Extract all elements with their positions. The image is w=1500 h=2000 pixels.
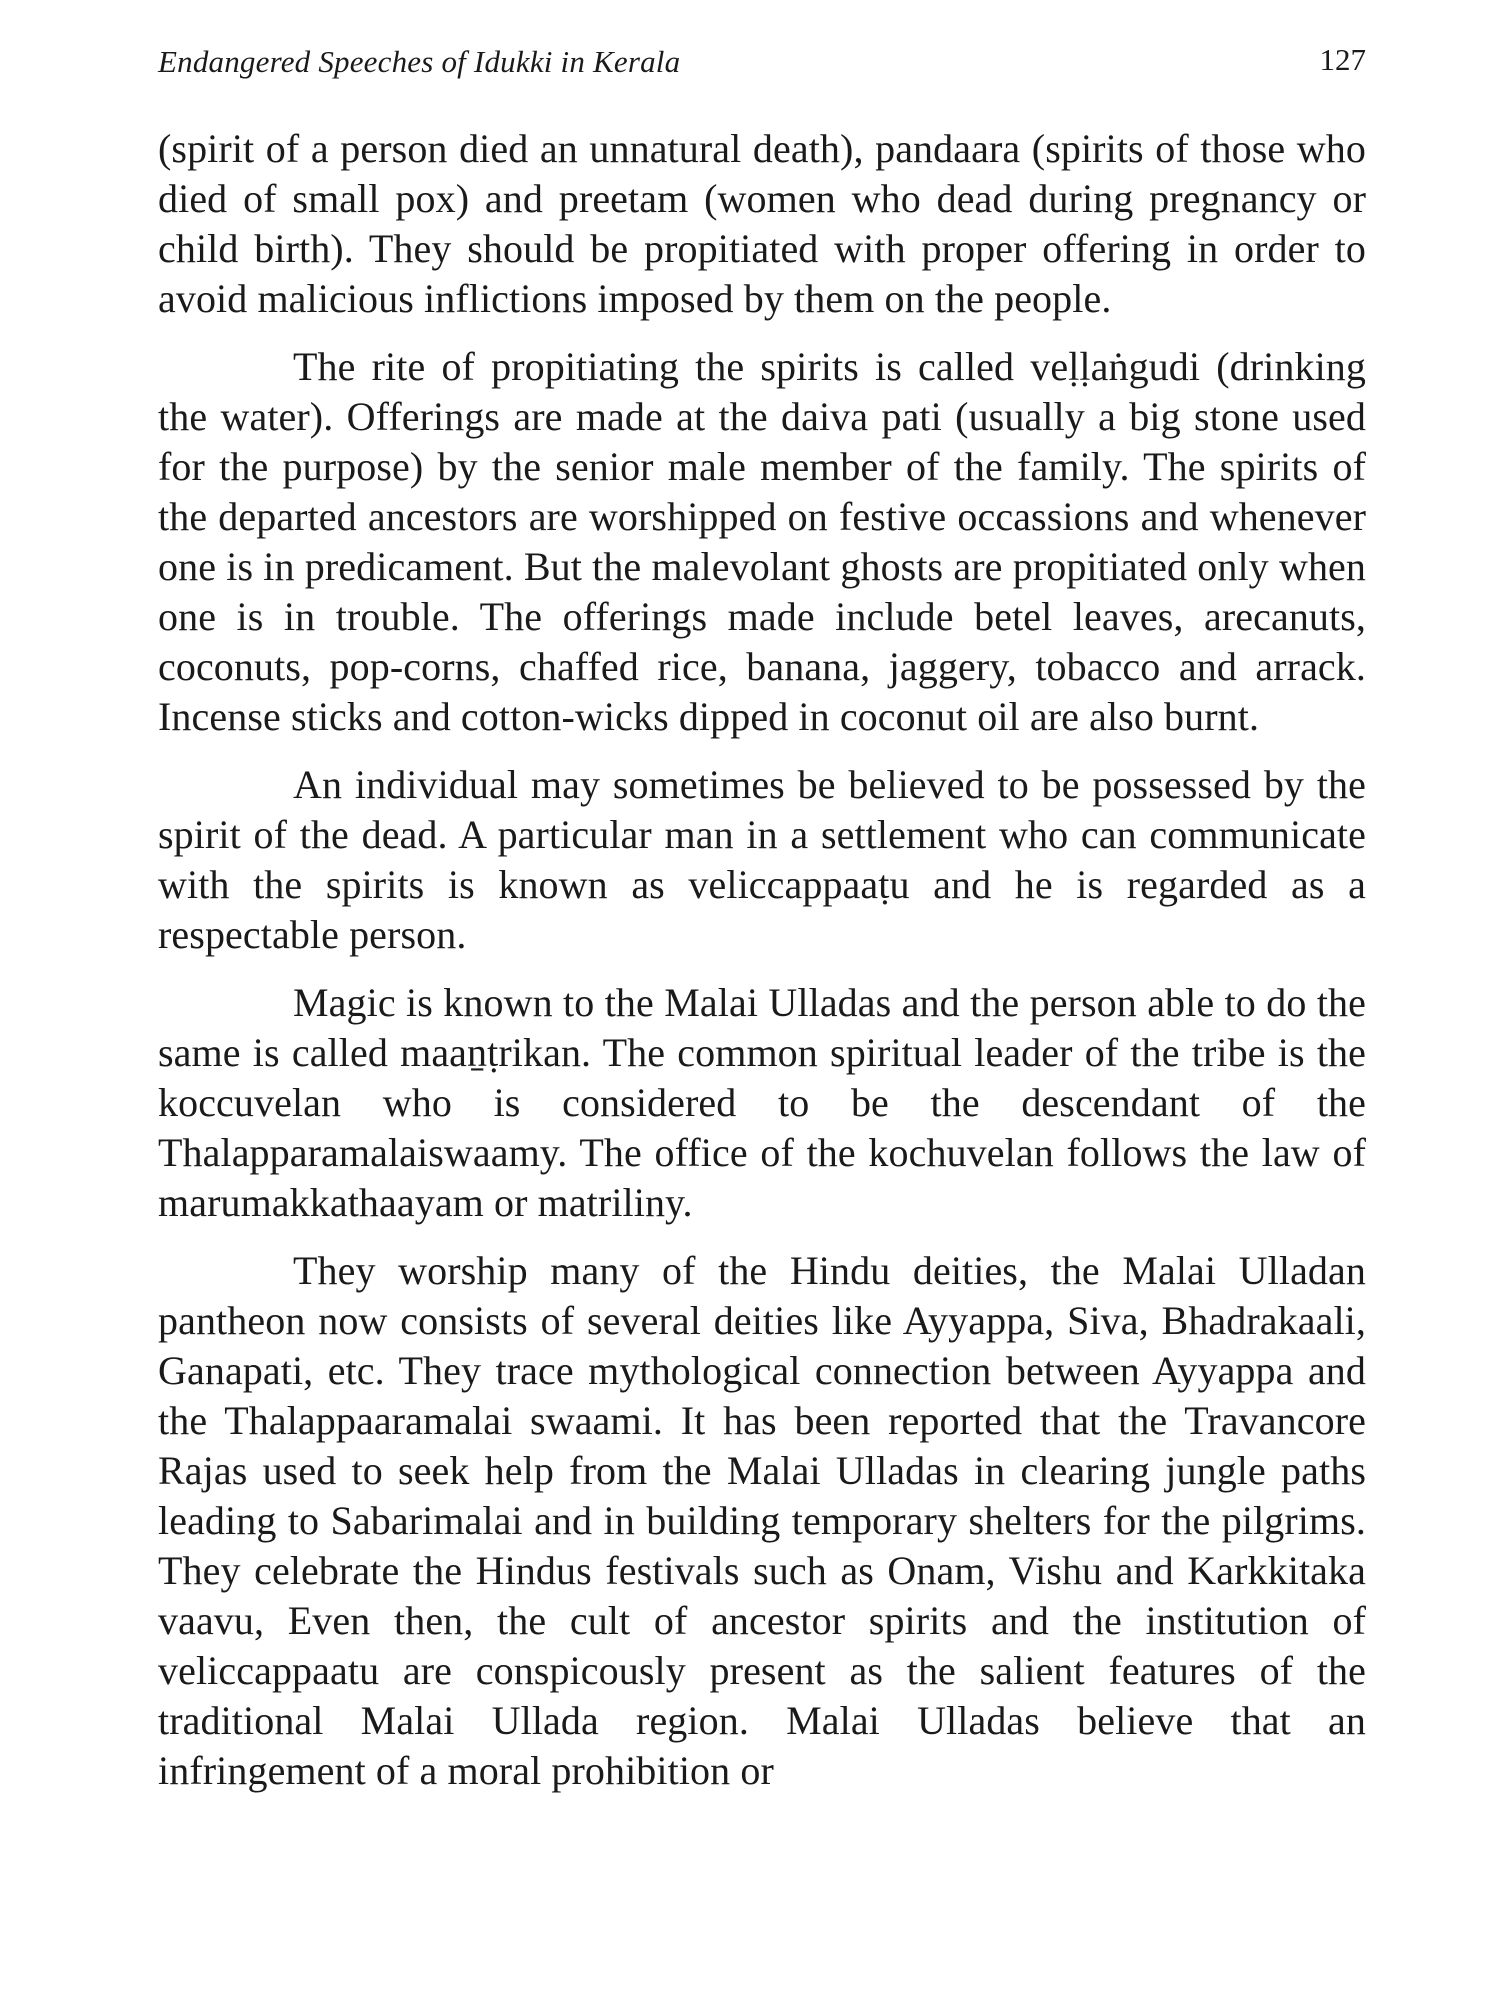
paragraph-5: They worship many of the Hindu deities, the Malai Ulladan pantheon now consists of several deities like Ayyappa, Siva, Bhadrakaali, Ganapati, etc. They trace mythological connection between Ayyappa and the Thalappaaramalai swaami. It has been reported that the Travancore Rajas used to seek help from the Malai Ulladas in clearing jungle paths leading to Sabarimalai and in building temporary shelters for the pilgrims. They celebrate the Hindus festivals such as Onam, Vishu and Karkkitaka vaavu, Even then, the cult of ancestor spirits and the institution of veliccappaatu are conspicously present as the salient features of the traditional Malai Ullada region. Malai Ulladas believe that an infringement of a moral prohibition or <box>158 1248 1366 1793</box>
body-text <box>158 124 1366 1796</box>
running-title: Endangered Speeches of Idukki in Kerala <box>158 44 681 79</box>
paragraph-2: The rite of propitiating the spirits is called veḷḷaṅgudi (drinking the water). Offerings are made at the daiva pati (usually a big stone used for the purpose) by the senior male member of the family. The spirits of the departed ancestors are worshipped on festive occassions and whenever one is in predicament. But the malevolant ghosts are propitiated only when one is in trouble. The offerings made include betel leaves, arecanuts, coconuts, pop-corns, chaffed rice, banana, jaggery, tobacco and arrack. Incense sticks and cotton-wicks dipped in coconut oil are also burnt. <box>158 344 1366 739</box>
page-number: 127 <box>1319 42 1366 77</box>
paragraph-4: Magic is known to the Malai Ulladas and the person able to do the same is called maaṉṭrikan. The common spiritual leader of the tribe is the koccuvelan who is considered to be the descendant of the Thalapparamalaiswaamy. The office of the kochuvelan follows the law of marumakkathaayam or matriliny. <box>158 980 1366 1225</box>
paragraph-3: An individual may sometimes be believed to be possessed by the spirit of the dead. A particular man in a settlement who can communicate with the spirits is known as veliccappaaṭu and he is regarded as a respectable person. <box>158 762 1366 957</box>
book-page <box>158 36 1366 1976</box>
paragraph-1: (spirit of a person died an unnatural death), pandaara (spirits of those who died of small pox) and preetam (women who dead during pregnancy or child birth). They should be propitiated with proper offering in order to avoid malicious inflictions imposed by them on the people. <box>158 126 1366 321</box>
running-head <box>158 36 1366 100</box>
